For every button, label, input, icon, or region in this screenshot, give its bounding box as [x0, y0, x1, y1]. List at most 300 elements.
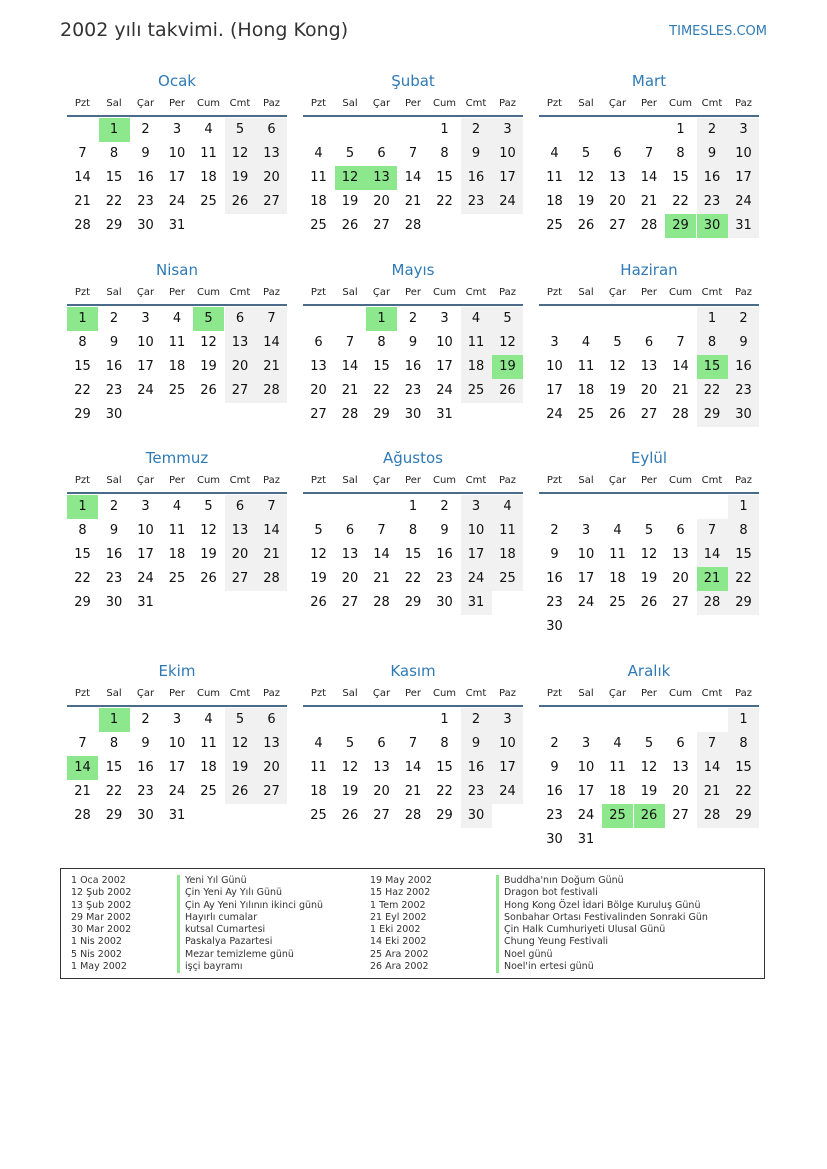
site-link[interactable]: TIMESLES.COM — [669, 24, 767, 39]
weekday-label: Per — [169, 287, 185, 298]
day-cell: 23 — [461, 780, 492, 804]
day-cell: 7 — [256, 307, 287, 331]
weekday-label: Çar — [608, 287, 627, 298]
day-cell: 11 — [577, 359, 595, 374]
day-cell: 28 — [697, 591, 728, 615]
day-cell: 20 — [609, 194, 626, 209]
day-cell: 19 — [310, 571, 327, 586]
day-cell: 23 — [105, 571, 123, 586]
day-cell: 4 — [314, 736, 323, 751]
day-cell: 2 — [109, 311, 119, 326]
day-cell: 5 — [345, 736, 355, 751]
day-cell: 3 — [141, 499, 150, 514]
day-cell: 28 — [404, 218, 422, 233]
day-cell: 18 — [168, 359, 186, 374]
weekday-label: Cmt — [229, 98, 251, 109]
day-cell: 3 — [172, 712, 182, 727]
day-cell: 7 — [697, 732, 728, 756]
weekday-label: Çar — [372, 98, 391, 109]
day-cell: 10 — [577, 760, 595, 775]
day-cell: 17 — [492, 166, 523, 190]
holiday-day-cell: 19 — [492, 355, 523, 379]
day-cell: 1 — [440, 122, 449, 137]
holiday-name: Noel'in ertesi günü — [496, 961, 708, 973]
day-cell: 5 — [613, 335, 622, 350]
day-cell: 18 — [546, 194, 563, 209]
weekday-label: Paz — [499, 98, 516, 109]
day-cell: 10 — [492, 732, 523, 756]
day-cell: 28 — [74, 218, 91, 233]
weekday-label: Cum — [668, 287, 693, 298]
day-cell: 12 — [577, 170, 595, 185]
day-cell: 11 — [461, 331, 492, 355]
day-cell: 15 — [404, 547, 422, 562]
holiday-name: Buddha'nın Doğum Günü — [496, 875, 708, 887]
day-cell: 15 — [74, 359, 91, 374]
day-cell: 25 — [577, 407, 595, 422]
holiday-name: kutsal Cumartesi — [177, 924, 323, 936]
weekday-label: Çar — [608, 688, 627, 699]
day-cell: 6 — [345, 523, 355, 538]
day-cell: 1 — [440, 712, 449, 727]
day-cell: 8 — [676, 146, 685, 161]
day-cell: 23 — [546, 595, 563, 610]
day-cell: 23 — [697, 190, 728, 214]
day-cell: 18 — [461, 355, 492, 379]
day-cell: 23 — [546, 808, 563, 823]
weekday-label: Pzt — [74, 475, 91, 486]
weekday-label: Paz — [263, 98, 280, 109]
weekday-label: Paz — [499, 475, 516, 486]
day-cell: 12 — [609, 359, 626, 374]
day-cell: 21 — [74, 194, 91, 209]
day-cell: 3 — [550, 335, 559, 350]
holiday-dates-column — [71, 875, 131, 973]
day-cell: 30 — [546, 619, 563, 634]
day-cell: 30 — [105, 407, 123, 422]
holiday-day-cell: 30 — [697, 214, 728, 238]
day-cell: 23 — [404, 383, 422, 398]
day-cell: 8 — [440, 736, 449, 751]
day-cell: 19 — [225, 756, 256, 780]
day-cell: 11 — [168, 335, 186, 350]
day-cell: 31 — [168, 808, 186, 823]
day-cell: 5 — [204, 499, 213, 514]
day-cell: 9 — [141, 736, 150, 751]
day-cell: 28 — [373, 595, 390, 610]
holiday-date: 14 Eki 2002 — [370, 936, 427, 948]
month-name: Şubat — [391, 72, 435, 90]
day-cell: 26 — [492, 379, 523, 403]
weekday-label: Pzt — [546, 475, 563, 486]
day-cell: 25 — [609, 595, 626, 610]
day-cell: 18 — [577, 383, 595, 398]
day-cell: 20 — [373, 784, 390, 799]
day-cell: 27 — [310, 407, 327, 422]
day-cell: 16 — [436, 547, 453, 562]
holiday-day-cell: 21 — [697, 567, 728, 591]
day-cell: 9 — [408, 335, 418, 350]
day-cell: 16 — [137, 760, 154, 775]
day-cell: 13 — [256, 732, 287, 756]
day-cell: 5 — [225, 708, 256, 732]
weekday-label: Cum — [196, 475, 221, 486]
day-cell: 6 — [314, 335, 323, 350]
day-cell: 29 — [105, 218, 123, 233]
day-cell: 8 — [697, 331, 728, 355]
day-cell: 6 — [256, 708, 287, 732]
weekday-label: Sal — [342, 475, 358, 486]
weekday-label: Pzt — [74, 98, 91, 109]
holiday-day-cell: 15 — [697, 355, 728, 379]
day-cell: 19 — [640, 571, 658, 586]
day-cell: 10 — [436, 335, 453, 350]
day-cell: 8 — [109, 736, 119, 751]
day-cell: 2 — [550, 523, 559, 538]
day-cell: 21 — [697, 780, 728, 804]
day-cell: 12 — [640, 547, 658, 562]
day-cell: 24 — [168, 784, 186, 799]
weekday-label: Pzt — [310, 475, 327, 486]
day-cell: 21 — [256, 543, 287, 567]
day-cell: 22 — [436, 784, 453, 799]
day-cell: 18 — [310, 784, 327, 799]
day-cell: 15 — [436, 170, 453, 185]
holiday-date: 12 Şub 2002 — [71, 887, 132, 899]
day-cell: 8 — [78, 335, 87, 350]
day-cell: 4 — [613, 736, 622, 751]
day-cell: 1 — [676, 122, 685, 137]
day-cell: 5 — [225, 118, 256, 142]
weekday-label: Pzt — [546, 98, 563, 109]
holiday-name: Çin Ay Yeni Yılının ikinci günü — [177, 900, 323, 912]
day-cell: 7 — [345, 335, 355, 350]
day-cell: 25 — [200, 784, 217, 799]
day-cell: 4 — [172, 499, 182, 514]
weekday-header — [539, 98, 759, 117]
weekday-label: Per — [641, 688, 657, 699]
day-cell: 20 — [672, 784, 689, 799]
weekday-label: Çar — [136, 98, 155, 109]
day-cell: 27 — [373, 218, 390, 233]
month-name: Nisan — [156, 261, 198, 279]
holiday-date: 21 Eyl 2002 — [370, 911, 427, 923]
holiday-name: Mezar temizleme günü — [177, 949, 323, 961]
holiday-date: 1 Oca 2002 — [71, 875, 126, 886]
weekday-label: Pzt — [546, 287, 563, 298]
day-cell: 13 — [225, 519, 256, 543]
day-cell: 14 — [256, 519, 287, 543]
day-cell: 2 — [461, 118, 492, 142]
day-cell: 25 — [168, 571, 186, 586]
day-cell: 11 — [546, 170, 563, 185]
day-cell: 6 — [225, 495, 256, 519]
day-cell: 15 — [728, 543, 759, 567]
weekday-label: Sal — [106, 688, 122, 699]
day-cell: 12 — [225, 142, 256, 166]
weekday-label: Çar — [372, 688, 391, 699]
holiday-name: Hayırlı cumalar — [177, 912, 323, 924]
day-cell: 25 — [492, 567, 523, 591]
day-cell: 5 — [492, 307, 523, 331]
day-cell: 16 — [546, 784, 563, 799]
holiday-name: Dragon bot festivali — [496, 887, 708, 899]
weekday-label: Sal — [342, 688, 358, 699]
day-cell: 12 — [225, 732, 256, 756]
weekday-label: Cum — [668, 688, 693, 699]
holiday-day-cell: 1 — [366, 307, 397, 331]
day-cell: 17 — [137, 547, 154, 562]
holiday-name: Yeni Yıl Günü — [177, 875, 323, 887]
day-cell: 10 — [577, 547, 595, 562]
day-cell: 28 — [404, 808, 422, 823]
month-name: Kasım — [390, 662, 436, 680]
weekday-label: Sal — [106, 98, 122, 109]
day-cell: 23 — [436, 571, 453, 586]
day-cell: 27 — [225, 567, 256, 591]
day-cell: 7 — [408, 146, 418, 161]
weekday-label: Paz — [263, 475, 280, 486]
day-cell: 12 — [640, 760, 658, 775]
holiday-day-cell: 5 — [193, 307, 224, 331]
holiday-date: 19 May 2002 — [370, 875, 432, 886]
day-cell: 20 — [256, 756, 287, 780]
day-cell: 19 — [577, 194, 595, 209]
weekday-label: Pzt — [546, 688, 563, 699]
weekday-label: Per — [169, 475, 185, 486]
day-cell: 8 — [408, 523, 418, 538]
day-cell: 24 — [492, 190, 523, 214]
weekday-header — [67, 98, 287, 117]
day-cell: 9 — [440, 523, 449, 538]
day-cell: 8 — [728, 519, 759, 543]
day-cell: 15 — [74, 547, 91, 562]
day-cell: 5 — [581, 146, 591, 161]
day-cell: 7 — [697, 519, 728, 543]
day-cell: 9 — [550, 547, 559, 562]
day-cell: 19 — [341, 784, 359, 799]
day-cell: 13 — [609, 170, 626, 185]
day-cell: 18 — [200, 760, 217, 775]
day-cell: 13 — [672, 760, 689, 775]
weekday-label: Cum — [196, 287, 221, 298]
day-cell: 6 — [676, 523, 685, 538]
weekday-label: Cum — [668, 475, 693, 486]
day-cell: 8 — [109, 146, 119, 161]
weekday-label: Çar — [372, 287, 391, 298]
weekday-label: Cmt — [701, 688, 723, 699]
weekday-header — [539, 475, 759, 494]
day-cell: 6 — [676, 736, 685, 751]
day-cell: 3 — [492, 118, 523, 142]
day-cell: 16 — [461, 756, 492, 780]
day-cell: 22 — [74, 571, 91, 586]
day-cell: 22 — [74, 383, 91, 398]
day-cell: 17 — [168, 170, 186, 185]
day-cell: 29 — [74, 407, 91, 422]
day-cell: 4 — [204, 122, 213, 137]
holiday-day-cell: 14 — [67, 756, 98, 780]
weekday-label: Per — [405, 688, 421, 699]
day-cell: 28 — [640, 218, 658, 233]
day-cell: 4 — [613, 523, 622, 538]
day-cell: 22 — [672, 194, 689, 209]
weekday-label: Paz — [499, 287, 516, 298]
weekday-label: Çar — [136, 287, 155, 298]
holiday-name: Hong Kong Özel İdari Bölge Kuruluş Günü — [496, 900, 708, 912]
weekday-label: Paz — [735, 688, 752, 699]
day-cell: 1 — [408, 499, 418, 514]
day-cell: 9 — [728, 331, 759, 355]
day-cell: 11 — [609, 547, 626, 562]
day-cell: 30 — [137, 218, 154, 233]
day-cell: 28 — [672, 407, 689, 422]
weekday-label: Paz — [735, 475, 752, 486]
weekday-label: Cmt — [701, 98, 723, 109]
holiday-day-cell: 1 — [67, 495, 98, 519]
day-cell: 15 — [436, 760, 453, 775]
day-cell: 4 — [461, 307, 492, 331]
day-cell: 9 — [461, 142, 492, 166]
weekday-label: Çar — [372, 475, 391, 486]
day-cell: 31 — [436, 407, 453, 422]
weekday-label: Cum — [432, 98, 457, 109]
day-cell: 17 — [728, 166, 759, 190]
day-cell: 2 — [697, 118, 728, 142]
day-cell: 27 — [256, 780, 287, 804]
day-cell: 2 — [109, 499, 119, 514]
day-cell: 16 — [404, 359, 422, 374]
day-cell: 15 — [105, 760, 123, 775]
day-cell: 29 — [105, 808, 123, 823]
weekday-label: Cmt — [229, 688, 251, 699]
day-cell: 30 — [546, 832, 563, 847]
holiday-date: 13 Şub 2002 — [71, 899, 132, 911]
day-cell: 16 — [105, 359, 123, 374]
day-cell: 17 — [546, 383, 563, 398]
weekday-label: Pzt — [74, 287, 91, 298]
day-cell: 3 — [172, 122, 182, 137]
day-cell: 6 — [225, 307, 256, 331]
day-cell: 14 — [672, 359, 689, 374]
day-cell: 7 — [377, 523, 386, 538]
day-cell: 10 — [492, 142, 523, 166]
day-cell: 11 — [168, 523, 186, 538]
day-cell: 1 — [728, 708, 759, 732]
day-cell: 27 — [373, 808, 390, 823]
day-cell: 14 — [404, 170, 422, 185]
holiday-day-cell: 12 — [335, 166, 366, 190]
day-cell: 16 — [461, 166, 492, 190]
day-cell: 17 — [492, 756, 523, 780]
day-cell: 19 — [225, 166, 256, 190]
weekday-label: Per — [405, 287, 421, 298]
day-cell: 2 — [550, 736, 559, 751]
weekday-label: Cmt — [701, 475, 723, 486]
weekday-label: Per — [169, 688, 185, 699]
weekday-label: Çar — [136, 688, 155, 699]
weekday-label: Per — [169, 98, 185, 109]
weekday-label: Pzt — [310, 287, 327, 298]
day-cell: 3 — [581, 523, 591, 538]
day-cell: 13 — [640, 359, 658, 374]
holiday-day-cell: 13 — [366, 166, 397, 190]
holiday-date: 30 Mar 2002 — [71, 924, 132, 936]
day-cell: 15 — [373, 359, 390, 374]
weekday-label: Per — [641, 287, 657, 298]
day-cell: 11 — [200, 146, 217, 161]
day-cell: 9 — [141, 146, 150, 161]
month-name: Ağustos — [383, 449, 443, 467]
holiday-name: Çin Halk Cumhuriyeti Ulusal Günü — [496, 924, 708, 936]
day-cell: 14 — [74, 170, 91, 185]
day-cell: 21 — [341, 383, 359, 398]
day-cell: 30 — [728, 403, 759, 427]
day-cell: 20 — [672, 571, 689, 586]
day-cell: 26 — [577, 218, 595, 233]
month-name: Eylül — [630, 449, 668, 467]
day-cell: 7 — [78, 146, 87, 161]
day-cell: 18 — [492, 543, 523, 567]
day-cell: 7 — [676, 335, 685, 350]
day-cell: 17 — [168, 760, 186, 775]
day-cell: 10 — [137, 523, 154, 538]
weekday-label: Sal — [578, 287, 594, 298]
day-cell: 11 — [492, 519, 523, 543]
day-cell: 22 — [373, 383, 390, 398]
day-cell: 20 — [225, 543, 256, 567]
day-cell: 6 — [256, 118, 287, 142]
day-cell: 10 — [137, 335, 154, 350]
day-cell: 15 — [672, 170, 689, 185]
holiday-day-cell: 1 — [99, 708, 130, 732]
holiday-date: 1 Eki 2002 — [370, 924, 421, 936]
page-title: 2002 yılı takvimi. (Hong Kong) — [60, 19, 349, 41]
holiday-date: 1 Nis 2002 — [71, 936, 122, 948]
day-cell: 17 — [137, 359, 154, 374]
day-cell: 14 — [697, 756, 728, 780]
day-cell: 29 — [697, 403, 728, 427]
weekday-label: Cum — [668, 98, 693, 109]
day-cell: 17 — [461, 543, 492, 567]
weekday-label: Paz — [499, 688, 516, 699]
weekday-label: Cum — [196, 98, 221, 109]
day-cell: 10 — [168, 736, 186, 751]
day-cell: 10 — [546, 359, 563, 374]
weekday-label: Sal — [106, 287, 122, 298]
day-cell: 13 — [225, 331, 256, 355]
day-cell: 25 — [168, 383, 186, 398]
day-cell: 19 — [200, 547, 217, 562]
day-cell: 22 — [105, 784, 123, 799]
weekday-label: Cum — [432, 475, 457, 486]
weekday-label: Cmt — [229, 287, 251, 298]
month-name: Ocak — [158, 72, 196, 90]
day-cell: 24 — [137, 383, 154, 398]
weekday-header — [67, 688, 287, 707]
holiday-date: 15 Haz 2002 — [370, 887, 431, 899]
day-cell: 20 — [225, 355, 256, 379]
weekday-label: Sal — [342, 287, 358, 298]
day-cell: 13 — [256, 142, 287, 166]
weekday-label: Sal — [578, 475, 594, 486]
day-cell: 24 — [137, 571, 154, 586]
day-cell: 27 — [609, 218, 626, 233]
day-cell: 21 — [256, 355, 287, 379]
day-cell: 21 — [74, 784, 91, 799]
weekday-label: Çar — [136, 475, 155, 486]
day-cell: 20 — [373, 194, 390, 209]
